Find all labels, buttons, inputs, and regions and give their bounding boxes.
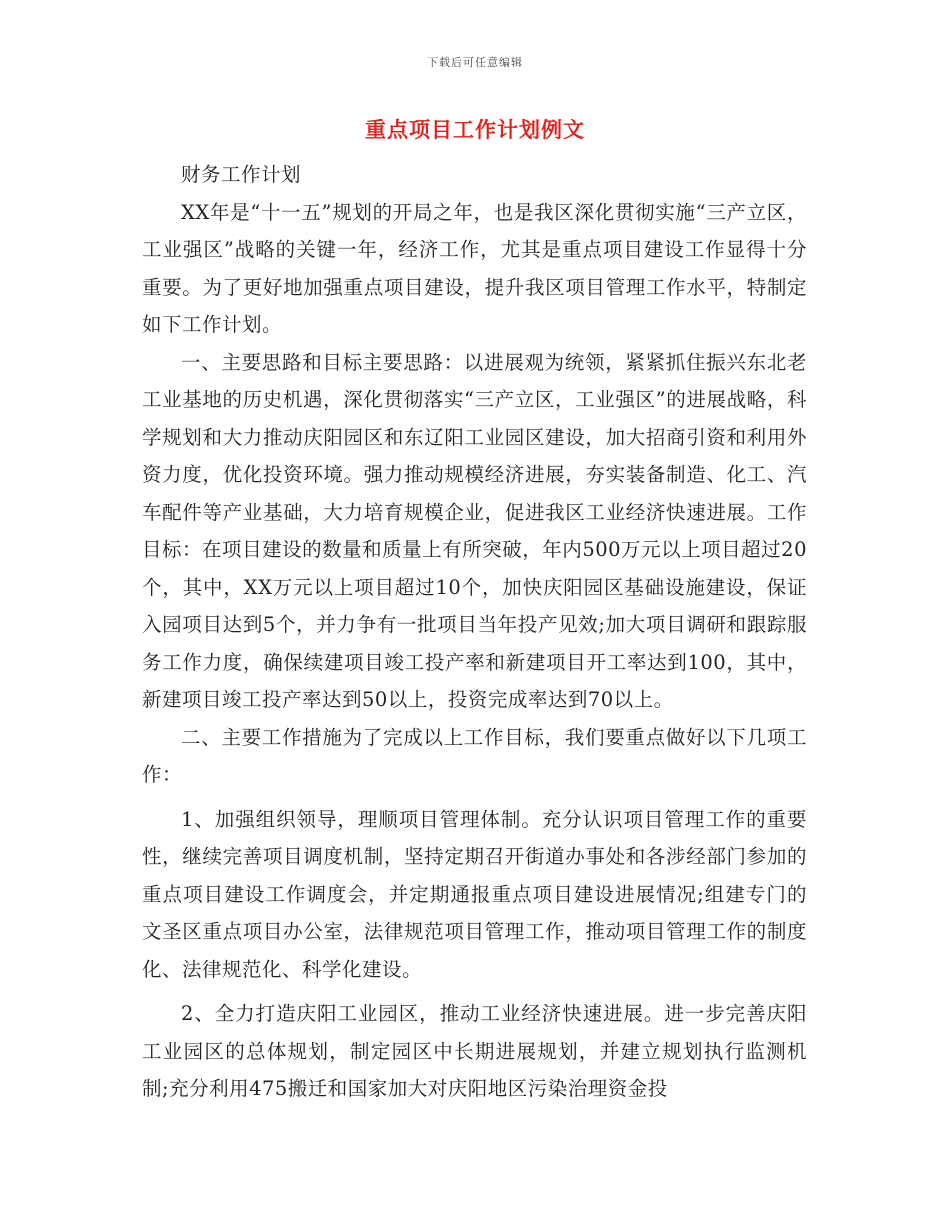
paragraph-section-1: 一、主要思路和目标主要思路：以进展观为统领，紧紧抓住振兴东北老工业基地的历史机遇，深化贯彻落实“三产立区，工业强区”的进展战略，科学规划和大力推动庆阳园区和东辽阳工业园区建设，加大招商引资和利用外资力度，优化投资环境。强力推动规模经济进展，夯实装备制造、化工、汽车配件等产业基础，大力培育规模企业，促进我区工业经济快速进展。工作目标：在项目建设的数量和质量上有所突破，年内500万元以上项目超过20个，其中，XX万元以上项目超过10个，加快庆阳园区基础设施建设，保证入园项目达到5个，并力争有一批项目当年投产见效;加大项目调研和跟踪服务工作力度，确保续建项目竣工投产率和新建项目开工率达到100，其中，新建项目竣工投产率达到50以上，投资完成率达到70以上。 bbox=[142, 350, 807, 711]
paragraph-section-2: 二、主要工作措施为了完成以上工作目标，我们要重点做好以下几项工作： bbox=[142, 725, 807, 786]
section-heading-financial-plan: 财务工作计划 bbox=[181, 163, 302, 186]
document-body bbox=[142, 156, 807, 1108]
paragraph-intro: XX年是“十一五”规划的开局之年，也是我区深化贯彻实施“三产立区，工业强区”战略的关键一年，经济工作，尤其是重点项目建设工作显得十分重要。为了更好地加强重点项目建设，提升我区项目管理工作水平，特制定如下工作计划。 bbox=[142, 200, 807, 336]
paragraph-item-2: 2、全力打造庆阳工业园区，推动工业经济快速进展。进一步完善庆阳工业园区的总体规划，制定园区中长期进展规划，并建立规划执行监测机制;充分利用475搬迁和国家加大对庆阳地区污染治理资金投 bbox=[142, 1002, 807, 1100]
document-title: 重点项目工作计划例文 bbox=[365, 117, 585, 142]
page-header-note: 下载后可任意编辑 bbox=[427, 56, 523, 69]
paragraph-item-1: 1、加强组织领导，理顺项目管理体制。充分认识项目管理工作的重要性，继续完善项目调度机制，坚持定期召开街道办事处和各涉经部门参加的重点项目建设工作调度会，并定期通报重点项目建设进展情况;组建专门的文圣区重点项目办公室，法律规范项目管理工作，推动项目管理工作的制度化、法律规范化、科学化建设。 bbox=[142, 807, 807, 981]
